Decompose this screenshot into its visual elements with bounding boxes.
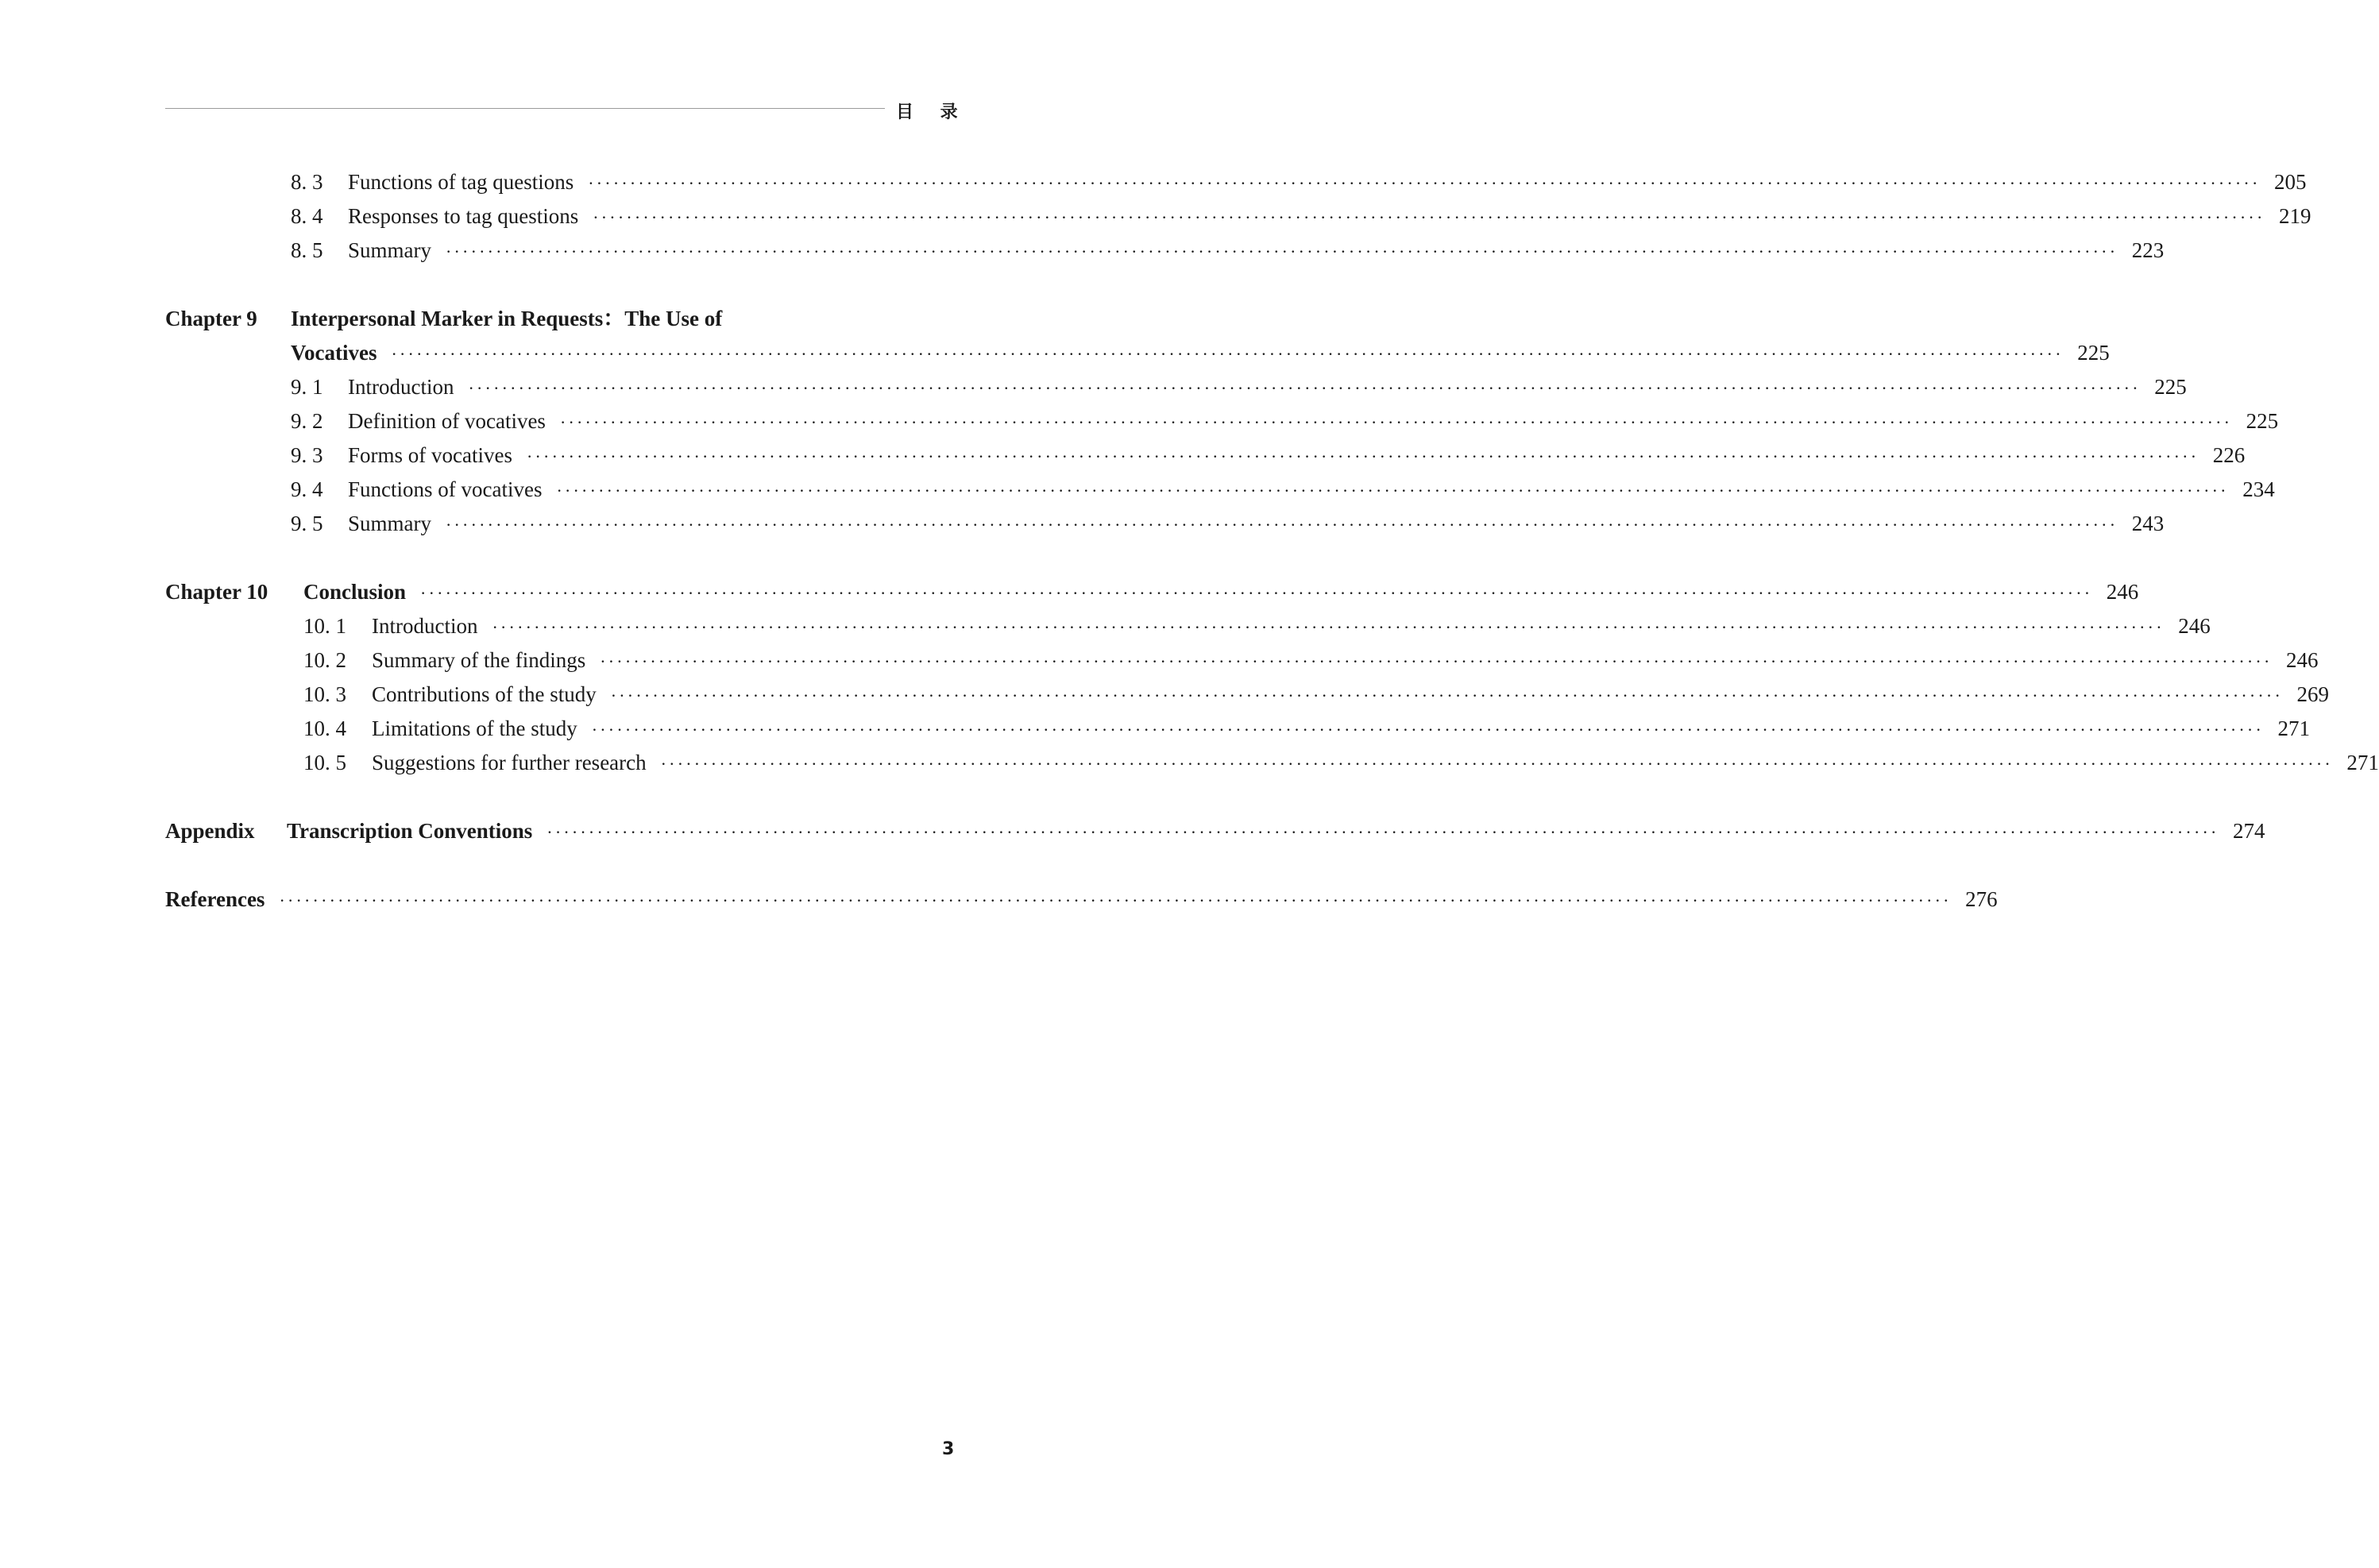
dot-leader: ········································································································································································································ (468, 378, 2141, 398)
dot-leader: ········································································································································································································ (559, 412, 2233, 432)
toc-appendix[interactable] (165, 816, 2265, 846)
section-number: 9. 4 (291, 477, 323, 501)
section-number: 10. 1 (303, 614, 346, 638)
section-title: Summary (348, 238, 431, 262)
section-number: 10. 2 (303, 648, 346, 672)
section-title: Introduction (372, 614, 478, 638)
toc-entry-10-4[interactable] (165, 713, 2310, 743)
toc-entry-8-4[interactable] (165, 201, 2311, 231)
section-title: Contributions of the study (372, 682, 597, 706)
page-ref: 276 (1965, 887, 1998, 911)
page-ref: 243 (2131, 512, 2165, 535)
page-ref: 225 (2246, 409, 2279, 433)
section-title: Functions of tag questions (348, 170, 574, 194)
section-title: Introduction (348, 375, 454, 399)
toc-entry-9-4[interactable] (165, 474, 2275, 504)
dot-leader: ········································································································································································································ (526, 446, 2199, 466)
section-title: Summary (348, 512, 431, 535)
dot-leader: ········································································································································································································ (420, 583, 2093, 603)
page-ref: 225 (2077, 341, 2110, 365)
toc-entry-8-3[interactable] (165, 167, 2307, 197)
dot-leader: ········································································································································································································ (588, 173, 2261, 193)
section-title: Definition of vocatives (348, 409, 546, 433)
page-ref: 223 (2131, 238, 2165, 262)
toc-entry-10-5[interactable] (165, 747, 2379, 778)
dot-leader: ········································································································································································································ (492, 617, 2165, 637)
page-ref: 246 (2106, 580, 2139, 604)
chapter-title: Interpersonal Marker in Requests：The Use of (291, 307, 723, 330)
chapter-label: Chapter 10 (165, 580, 268, 604)
page-ref: 246 (2178, 614, 2211, 638)
appendix-label: Appendix (165, 819, 255, 843)
header-title: 目 录 (896, 102, 963, 122)
toc-entry-9-3[interactable] (165, 440, 2246, 470)
chapter-title-cont: Vocatives (291, 341, 377, 365)
toc-entry-10-1[interactable] (165, 611, 2211, 641)
section-number: 10. 3 (303, 682, 346, 706)
page-ref: 219 (2278, 204, 2311, 228)
dot-leader: ········································································································································································································ (546, 822, 2219, 842)
header-rule (165, 108, 885, 109)
section-title: Limitations of the study (372, 716, 577, 740)
section-title: Functions of vocatives (348, 477, 543, 501)
dot-leader: ········································································································································································································ (446, 241, 2118, 261)
page-ref: 269 (2296, 682, 2329, 706)
references-label: References (165, 887, 265, 911)
dot-leader: ········································································································································································································ (446, 515, 2118, 535)
page-ref: 225 (2154, 375, 2187, 399)
section-title: Suggestions for further research (372, 751, 647, 774)
section-number: 9. 1 (291, 375, 323, 399)
page-ref: 271 (2346, 751, 2379, 774)
section-title: Summary of the findings (372, 648, 586, 672)
toc-chapter-9-heading[interactable] (165, 303, 955, 334)
page-ref: 246 (2285, 648, 2319, 672)
section-number: 9. 5 (291, 512, 323, 535)
toc-chapter-9-heading-cont[interactable] (165, 338, 2110, 368)
chapter-title: Conclusion (303, 580, 407, 604)
appendix-title: Transcription Conventions (287, 819, 533, 843)
toc-references[interactable] (165, 884, 1998, 914)
page-ref: 226 (2212, 443, 2246, 467)
dot-leader: ········································································································································································································ (279, 890, 1952, 910)
dot-leader: ········································································································································································································ (610, 686, 2283, 705)
toc-chapter-10-heading[interactable] (165, 577, 2139, 607)
chapter-label: Chapter 9 (165, 307, 257, 330)
section-number: 10. 5 (303, 751, 346, 774)
page-ref: 234 (2242, 477, 2275, 501)
page-ref: 274 (2233, 819, 2265, 843)
toc-entry-8-5[interactable] (165, 235, 2165, 265)
section-number: 8. 5 (291, 238, 323, 262)
dot-leader: ········································································································································································································ (391, 344, 2064, 364)
dot-leader: ········································································································································································································ (591, 720, 2264, 740)
dot-leader: ········································································································································································································ (600, 651, 2273, 671)
toc-entry-9-2[interactable] (165, 406, 2279, 436)
section-number: 9. 3 (291, 443, 323, 467)
page-number: 3 (942, 1439, 955, 1459)
toc-entry-10-2[interactable] (165, 645, 2319, 675)
section-number: 10. 4 (303, 716, 346, 740)
dot-leader: ········································································································································································································ (593, 207, 2265, 227)
section-title: Forms of vocatives (348, 443, 512, 467)
toc-entry-9-5[interactable] (165, 508, 2165, 539)
toc-entry-10-3[interactable] (165, 679, 2329, 709)
toc-entry-9-1[interactable] (165, 372, 2187, 402)
section-number: 8. 3 (291, 170, 323, 194)
section-title: Responses to tag questions (348, 204, 579, 228)
page-ref: 205 (2273, 170, 2307, 194)
dot-leader: ········································································································································································································ (660, 754, 2333, 774)
dot-leader: ········································································································································································································ (556, 481, 2229, 500)
page-ref: 271 (2277, 716, 2310, 740)
section-number: 8. 4 (291, 204, 323, 228)
section-number: 9. 2 (291, 409, 323, 433)
